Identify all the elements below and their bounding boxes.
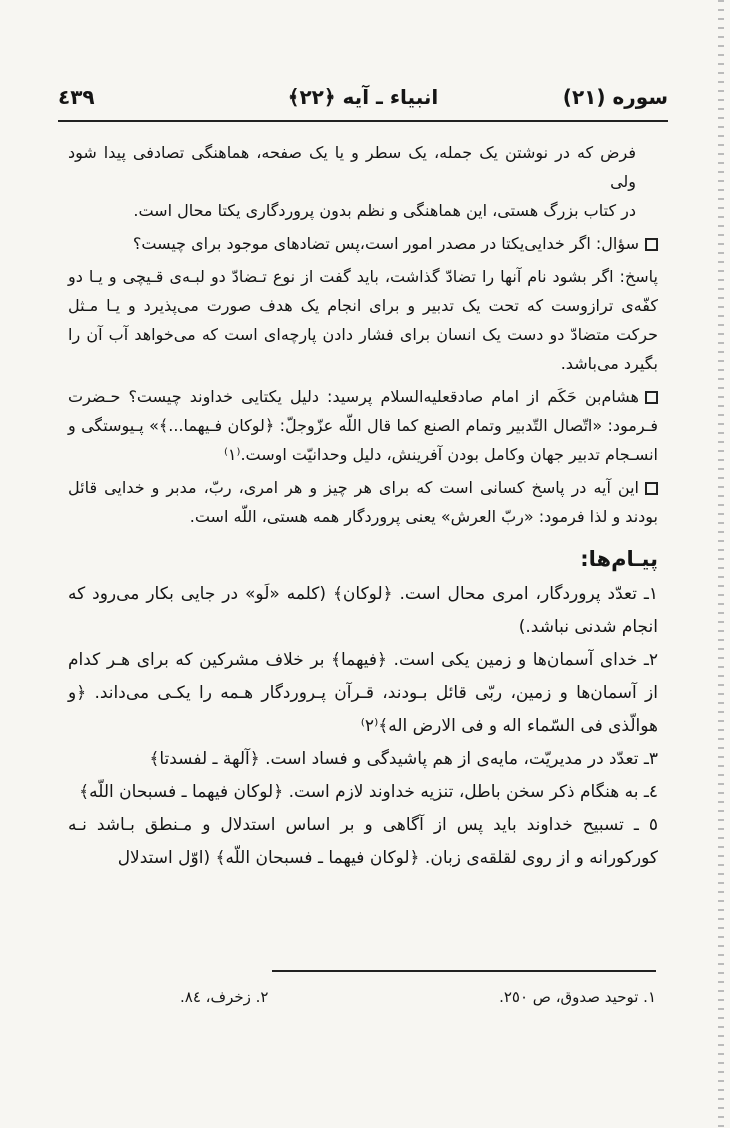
message-item: ٣ـ تعدّد در مدیریّت، مایه‌ی از هم پاشیدگی و فساد است. ﴿آلهة ـ لفسدتا﴾	[149, 749, 658, 769]
page-body	[68, 138, 658, 875]
square-bullet-icon	[645, 482, 658, 495]
verse-note-paragraph	[68, 473, 658, 531]
footnote-2: ٢. زخرف، ٨٤.	[180, 988, 269, 1006]
answer-paragraph: پاسخ: اگر بشود نام آنها را تضادّ گذاشت، باید گفت از نوع تـضادّ دو لبـه‌ی قـیچی و یـا دو کفّه‌ی ترازوست که تحت یک تدبیر و برای انجام یک هدف صورت می‌پذیرد و یـا مـثل حرکت متضادّ دو دست یک انسان برای فشار دادن پارچه‌ای است که می‌خواهد آب آن را بگیرد می‌باشد.	[68, 267, 658, 373]
sura-title: سوره (٢١)	[562, 85, 668, 109]
message-item: ١ـ تعدّد پروردگار، امری محال است. ﴿لوکان﴾ (کلمه «لَو» در جایی بکار می‌رود که انجام شدنی نباشد.)	[68, 584, 658, 637]
verse-title: انبیاء ـ آیه ﴿٢٢﴾	[287, 85, 439, 109]
question-paragraph	[68, 229, 658, 258]
page-edge-scan-marks	[718, 0, 724, 1128]
verse-note-text: این آیه در پاسخ کسانی است که برای هر چیز و هر امری، ربّ، مدبر و خدایی قائل بودند و لذا فرمود: «ربّ العرش» یعنی پروردگار همه هستی، اللّه است.	[68, 478, 658, 526]
message-item: ٢ـ خدای آسمان‌ها و زمین یکی است. ﴿فیهما﴾ بر خلاف مشرکین که برای هـر کدام از آسمان‌ها و زمین، ربّی قائل بـودند، قـرآن پـروردگار هـمه را یکـی می‌داند. ﴿و هوالّذی فی السّماء اله و فی الارض اله﴾⁽٢⁾	[68, 650, 658, 736]
message-item: ٤ـ به هنگام ذکر سخن باطل، تنزیه خداوند لازم است. ﴿لوکان فیهما ـ فسبحان اللّه﴾	[79, 782, 658, 802]
hisham-paragraph	[68, 382, 658, 469]
page-number: ٤٣٩	[58, 85, 95, 109]
footnote-divider	[272, 970, 656, 972]
messages-heading: پیـام‌ها:	[580, 547, 658, 571]
intro-paragraph	[68, 138, 658, 225]
square-bullet-icon	[645, 391, 658, 404]
header-divider	[58, 120, 668, 122]
message-item: ٥ ـ تسبیح خداوند باید پس از آگاهی و بر اساس استدلال و مـنطق بـاشد نـه کورکورانه و از روی لقلقه‌ی زبان. ﴿لوکان فیهما ـ فسبحان اللّه﴾ (اوّل استدلال	[68, 815, 658, 868]
square-bullet-icon	[645, 238, 658, 251]
hisham-text: هشام‌بن حَکَم از امام صادقعليه‌السلام پرسید: دلیل یکتایی خداوند چیست؟ حـضرت فـرمود: «اتّصال التّدبیر وتمام الصنع کما قال اللّه عزّوجلّ: ﴿لوکان فـیهما...﴾» پـیوستگی و انسـجام تدبیر جهان وکامل بودن آفرینش، دلیل وحدانیّت اوست.⁽١⁾	[68, 387, 658, 464]
footnote-1: ١. توحید صدوق، ص ٢٥٠.	[499, 988, 656, 1006]
page-header	[58, 85, 668, 117]
intro-line-1: فرض که در نوشتن یک جمله، یک سطر و یا یک صفحه، هماهنگی تصادفی پیدا شود ولی	[68, 143, 636, 191]
intro-line-2: در کتاب بزرگ هستی، این هماهنگی و نظم بدون پروردگاری یکتا محال است.	[133, 201, 636, 220]
question-text: سؤال: اگر خدایی‌یکتا در مصدر امور است،پس تضادهای موجود برای چیست؟	[132, 234, 639, 253]
